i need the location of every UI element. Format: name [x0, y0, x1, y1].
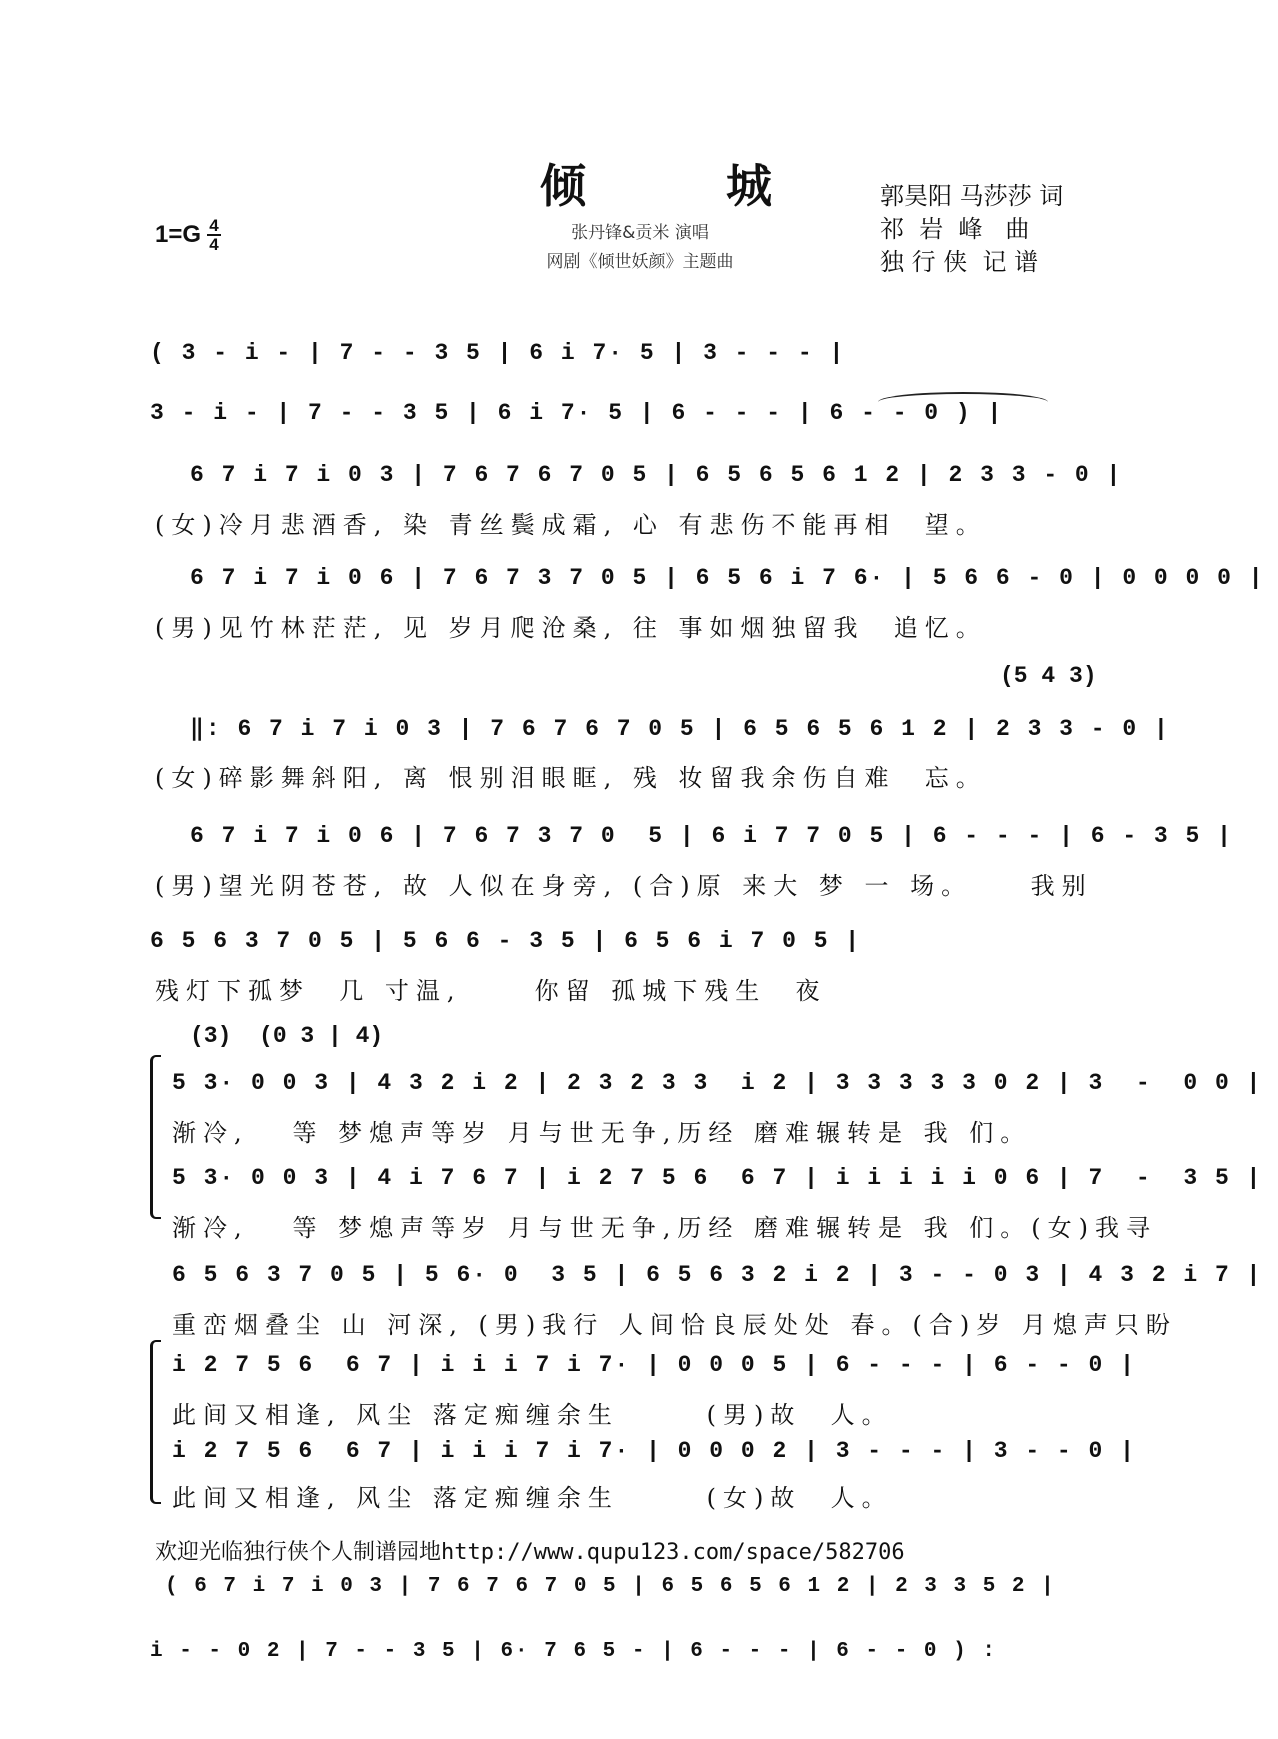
score-row-6: 6 7 i 7 i 0 6 | 7 6 7 3 7 0 5 | 6 i 7 7 0 5 | 6 - - - | 6 - 3 5 | [190, 823, 1233, 849]
performers: 张丹锋&贡米 演唱 [571, 223, 709, 243]
tie-mark [878, 392, 1048, 402]
score-row-11: ( 6 7 i 7 i 0 3 | 7 6 7 6 7 0 5 | 6 5 6 5 6 1 2 | 2 3 3 5 2 | [165, 1575, 1056, 1598]
lyric-row-8b: 渐冷, 等 梦熄声等岁 月与世无争,历经 磨难辗转是 我 们。(女)我寻 [172, 1214, 1158, 1242]
credits [880, 180, 1063, 279]
time-signature: 4 4 [207, 218, 221, 252]
key-label: 1=G [155, 221, 202, 248]
theme-note: 网剧《倾世妖颜》主题曲 [546, 252, 734, 272]
footer-text: 欢迎光临独行侠个人制谱园地 [155, 1540, 442, 1565]
composer: 祁 岩 峰 曲 [880, 215, 1030, 243]
score-row-4: 6 7 i 7 i 0 6 | 7 6 7 3 7 0 5 | 6 5 6 i 7 6· | 5 6 6 - 0 | 0 0 0 0 | [190, 565, 1265, 591]
lyric-row-10a: 此间又相逢, 风尘 落定痴缠余生 (男)故 人。 [172, 1401, 893, 1429]
score-row-5: ‖: 6 7 i 7 i 0 3 | 7 6 7 6 7 0 5 | 6 5 6 5 6 1 2 | 2 3 3 - 0 | [190, 716, 1170, 742]
score-row-7: 6 5 6 3 7 0 5 | 5 6 6 - 3 5 | 6 5 6 i 7 0 5 | [150, 928, 862, 954]
lyric-row-3: (女)冷月悲酒香, 染 青丝鬓成霜, 心 有悲伤不能再相 望。 [155, 511, 987, 539]
lyric-row-5: (女)碎影舞斜阳, 离 恨别泪眼眶, 残 妆留我余伤自难 忘。 [155, 764, 987, 792]
alt-notes-5: (5 4 3) [1000, 663, 1097, 689]
lyric-row-10b: 此间又相逢, 风尘 落定痴缠余生 (女)故 人。 [172, 1484, 893, 1512]
lyric-row-9: 重峦烟叠尘 山 河深, (男)我行 人间恰良辰处处 春。(合)岁 月熄声只盼 [172, 1311, 1177, 1339]
transcriber: 独 行 侠 记 谱 [880, 248, 1039, 276]
system-brace [150, 1340, 161, 1504]
lyric-row-4: (男)见竹林茫茫, 见 岁月爬沧桑, 往 事如烟独留我 追忆。 [155, 614, 987, 642]
alt-notes-8: (3) (0 3 | 4) [190, 1023, 384, 1049]
score-row-10a: i 2 7 5 6 6 7 | i i i 7 i 7· | 0 0 0 5 | 6 - - - | 6 - - 0 | [172, 1352, 1136, 1378]
key-signature [155, 218, 221, 252]
song-title: 倾 城 [540, 159, 835, 213]
score-row-9: 6 5 6 3 7 0 5 | 5 6· 0 3 5 | 6 5 6 3 2 i 2 | 3 - - 0 3 | 4 3 2 i 7 | [172, 1262, 1263, 1288]
score-row-2: 3 - i - | 7 - - 3 5 | 6 i 7· 5 | 6 - - - | 6 - - 0 ) | [150, 400, 1004, 426]
footer-url[interactable]: http://www.qupu123.com/space/582706 [441, 1540, 905, 1565]
score-row-8a: 5 3· 0 0 3 | 4 3 2 i 2 | 2 3 2 3 3 i 2 | 3 3 3 3 3 0 2 | 3 - 0 0 | [172, 1070, 1263, 1096]
lyricist: 郭昊阳 马莎莎 词 [880, 182, 1064, 210]
system-brace [150, 1055, 161, 1219]
score-row-1: ( 3 - i - | 7 - - 3 5 | 6 i 7· 5 | 3 - - - | [150, 340, 846, 366]
score-row-12: i - - 0 2 | 7 - - 3 5 | 6· 7 6 5 - | 6 - - - | 6 - - 0 ) : [150, 1640, 997, 1663]
lyric-row-7: 残灯下孤梦 几 寸温, 你留 孤城下残生 夜 [155, 977, 827, 1005]
score-row-10b: i 2 7 5 6 6 7 | i i i 7 i 7· | 0 0 0 2 | 3 - - - | 3 - - 0 | [172, 1438, 1136, 1464]
footer-note [155, 1535, 905, 1566]
score-row-8b: 5 3· 0 0 3 | 4 i 7 6 7 | i 2 7 5 6 6 7 | i i i i i 0 6 | 7 - 3 5 | [172, 1165, 1263, 1191]
lyric-row-6: (男)望光阴苍苍, 故 人似在身旁, (合)原 来大 梦 一 场。 我别 [155, 872, 1093, 900]
lyric-row-8a: 渐冷, 等 梦熄声等岁 月与世无争,历经 磨难辗转是 我 们。 [172, 1119, 1032, 1147]
score-row-3: 6 7 i 7 i 0 3 | 7 6 7 6 7 0 5 | 6 5 6 5 6 1 2 | 2 3 3 - 0 | [190, 462, 1123, 488]
